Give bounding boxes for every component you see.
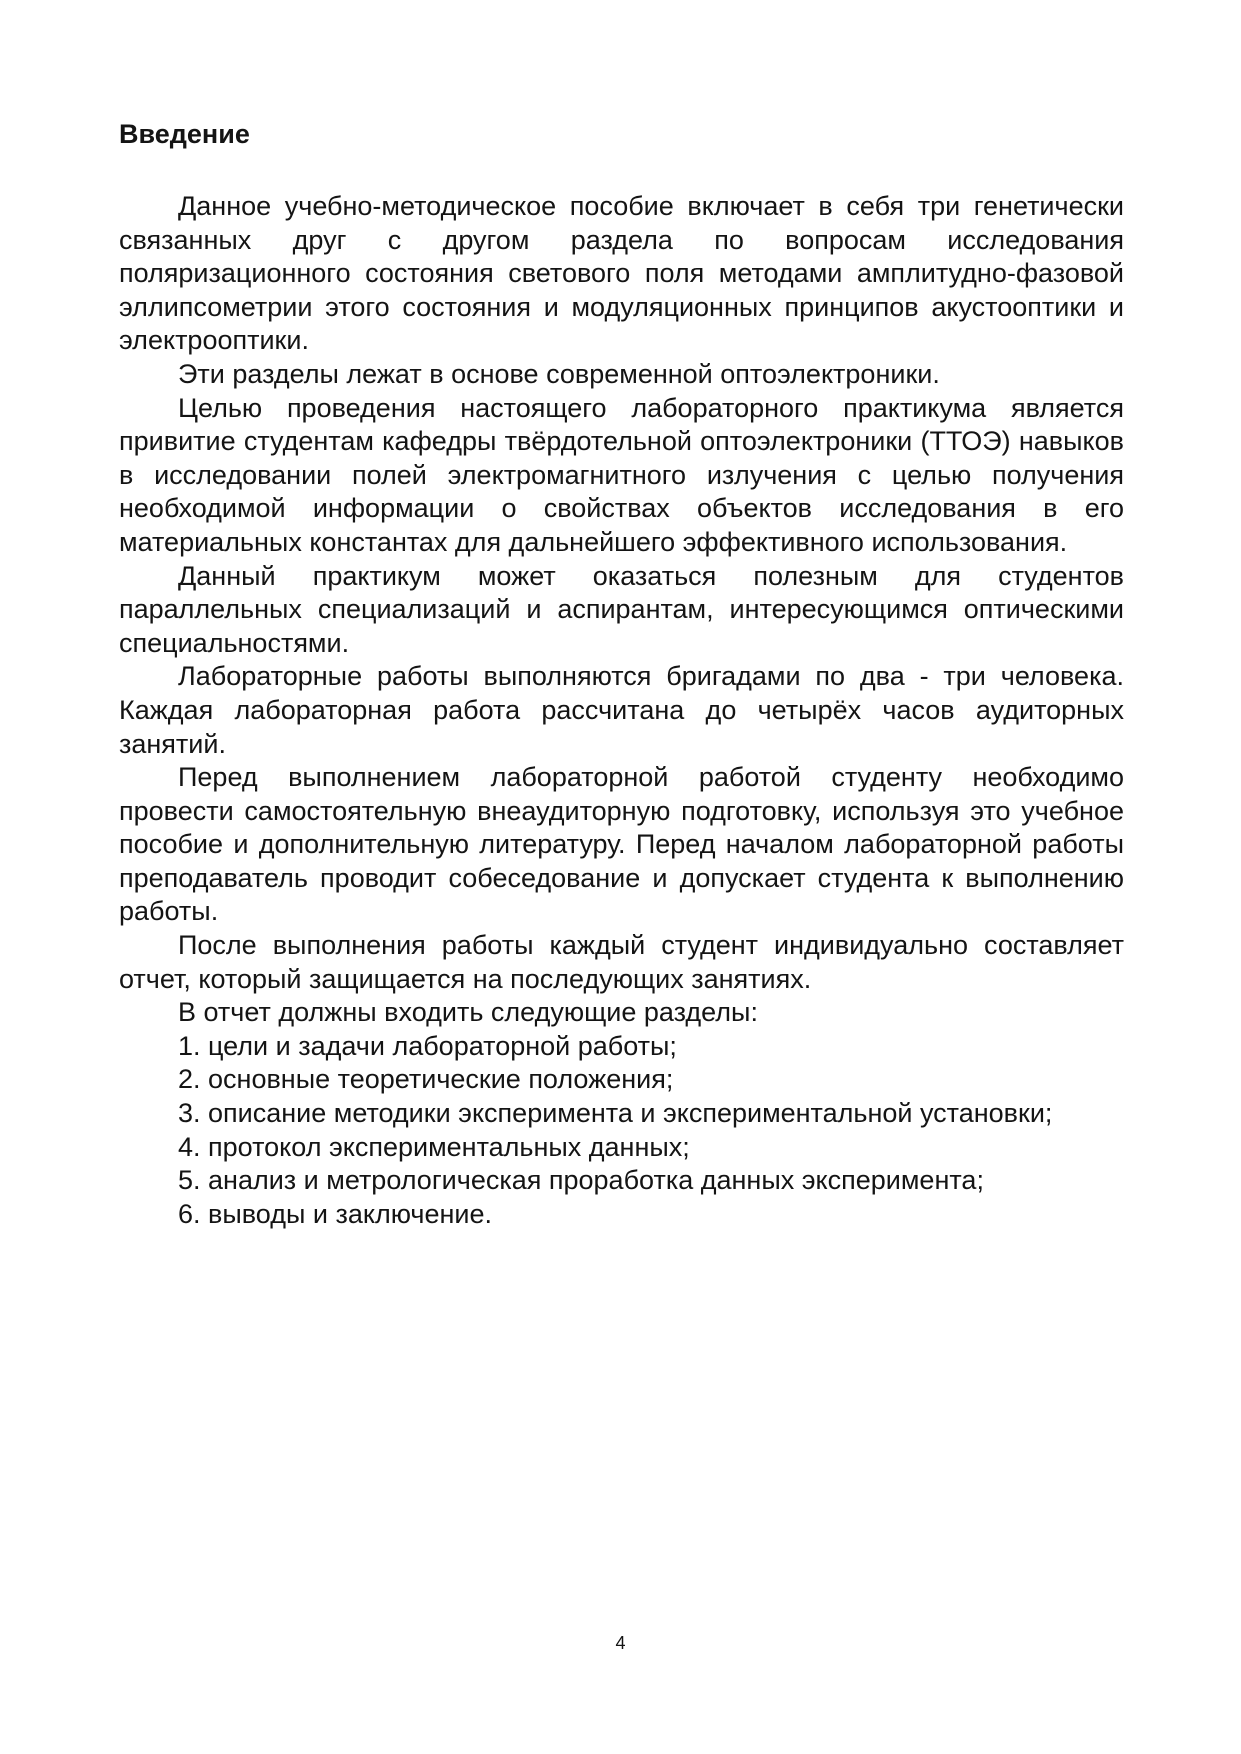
paragraph-intro: Данное учебно-методическое пособие включает в себя три генетически связанных друг с другом раздела по вопросам исследования поляризационного состояния светового поля методами амплитудно-фазовой эллипсометрии этого состояния и модуляционных принципов акустооптики и электрооптики. (119, 191, 1124, 356)
list-item: 5. анализ и метрологическая проработка данных эксперимента; (178, 1165, 984, 1196)
report-sections-list (119, 1030, 1124, 1232)
paragraph-goal: Целью проведения настоящего лабораторного практикума является привитие студентам кафедры твёрдотельной оптоэлектроники (ТТОЭ) навыков в исследовании полей электромагнитного излучения с целью получения необходимой информации о свойствах объектов исследования в его материальных константах для дальнейшего эффективного использования. (119, 392, 1124, 557)
page-number: 4 (615, 1633, 626, 1653)
paragraph-basis: Эти разделы лежат в основе современной оптоэлектроники. (178, 358, 940, 389)
list-item: 6. выводы и заключение. (178, 1198, 492, 1229)
list-item: 4. протокол экспериментальных данных; (178, 1131, 690, 1162)
paragraph-preparation: Перед выполнением лабораторной работой студенту необходимо провести самостоятельную внеаудиторную подготовку, используя это учебное пособие и дополнительную литературу. Перед началом лабораторной работы преподаватель проводит собеседование и допускает студента к выполнению работы. (119, 762, 1124, 927)
paragraph-teams: Лабораторные работы выполняются бригадами по два - три человека. Каждая лабораторная работа рассчитана до четырёх часов аудиторных занятий. (119, 661, 1124, 759)
list-item: 2. основные теоретические положения; (178, 1064, 674, 1095)
list-item: 1. цели и задачи лабораторной работы; (178, 1030, 677, 1061)
page-content (119, 118, 1124, 1231)
list-item: 3. описание методики эксперимента и экспериментальной установки; (178, 1098, 1053, 1129)
section-heading: Введение (119, 119, 250, 149)
paragraph-report: После выполнения работы каждый студент индивидуально составляет отчет, который защищается на последующих занятиях. (119, 930, 1124, 994)
paragraph-report-sections: В отчет должны входить следующие разделы: (178, 997, 758, 1028)
paragraph-audience: Данный практикум может оказаться полезным для студентов параллельных специализаций и аспирантам, интересующимся оптическими специальностями. (119, 560, 1124, 658)
